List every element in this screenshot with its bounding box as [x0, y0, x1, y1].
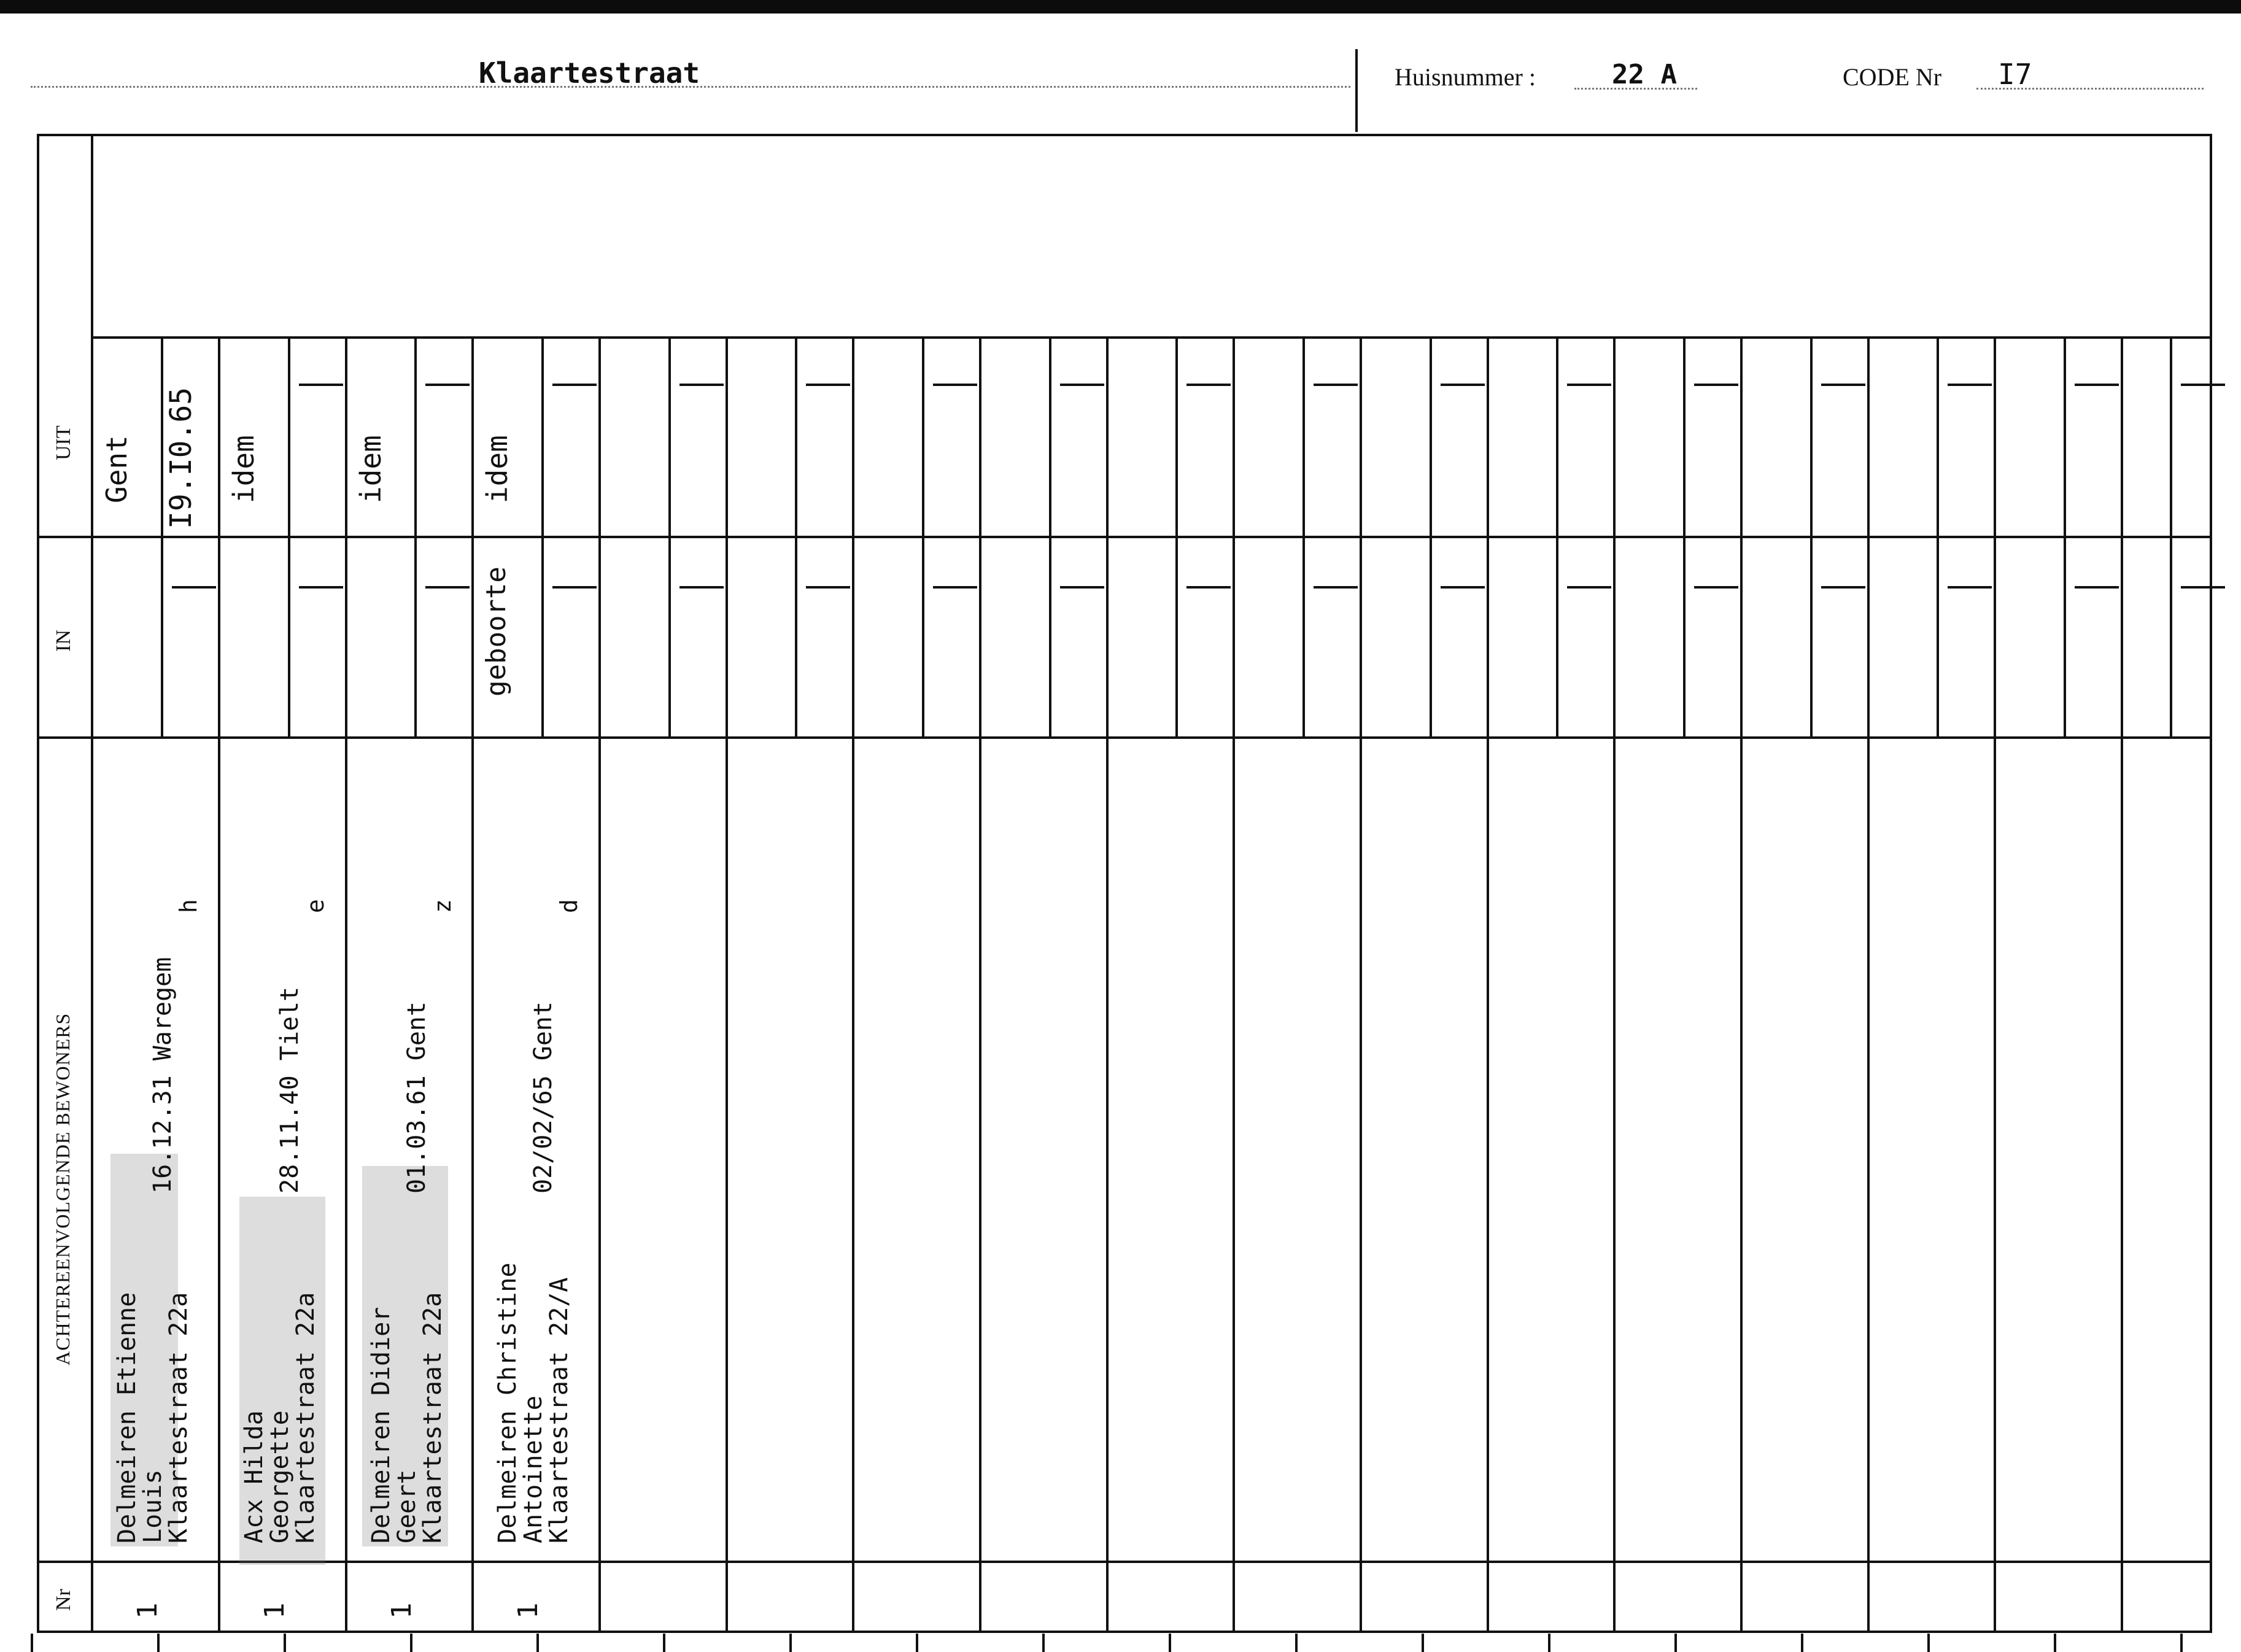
- empty-dash: [1186, 586, 1231, 589]
- column-rule: [2121, 336, 2123, 1631]
- resident-nr: 1: [259, 1602, 290, 1619]
- bottom-tick: [916, 1634, 918, 1652]
- sub-column-rule: [795, 336, 797, 736]
- empty-dash: [1821, 586, 1865, 589]
- resident-birth: 16.12.31 Waregem: [149, 957, 177, 1194]
- bottom-tick: [410, 1634, 412, 1652]
- uit-place: idem: [481, 435, 514, 503]
- column-rule: [1487, 336, 1489, 1631]
- row-rule: [37, 736, 2210, 739]
- label-uit: UIT: [52, 425, 75, 460]
- empty-dash: [1060, 384, 1104, 386]
- empty-dash: [679, 586, 724, 589]
- resident-birth: 02/02/65 Gent: [529, 1001, 557, 1194]
- resident-nr: 1: [513, 1602, 544, 1619]
- uit-place: idem: [354, 435, 387, 503]
- empty-dash: [1694, 586, 1738, 589]
- table-left-border: [37, 134, 39, 1633]
- sub-column-rule: [1430, 336, 1432, 736]
- label-bewoners: ACHTEREENVOLGENDE BEWONERS: [52, 1013, 74, 1365]
- bottom-tick: [1042, 1634, 1045, 1652]
- resident-name: Delmeiren Didier Geert Klaartestraat 22a: [367, 1292, 447, 1543]
- empty-dash: [2181, 586, 2225, 589]
- bottom-tick: [1801, 1634, 1803, 1652]
- bottom-tick: [1422, 1634, 1424, 1652]
- bottom-tick: [31, 1634, 33, 1652]
- bottom-tick: [789, 1634, 792, 1652]
- sub-column-rule: [288, 336, 290, 736]
- empty-dash: [425, 586, 470, 589]
- bottom-tick: [1295, 1634, 1298, 1652]
- code-label: CODE Nr: [1843, 63, 1942, 91]
- column-rule: [1867, 336, 1870, 1631]
- resident-name: Acx Hilda Georgette Klaartestraat 22a: [240, 1292, 320, 1543]
- bottom-tick: [1674, 1634, 1677, 1652]
- resident-code: z: [429, 899, 456, 913]
- bottom-tick: [536, 1634, 539, 1652]
- top-border: [0, 0, 2241, 14]
- bottom-tick: [1169, 1634, 1171, 1652]
- empty-dash: [1694, 384, 1738, 386]
- sub-column-rule: [1556, 336, 1558, 736]
- huisnummer-value: 22 A: [1612, 59, 1677, 90]
- column-rule: [1233, 336, 1235, 1631]
- label-in: IN: [52, 630, 75, 652]
- bottom-tick: [1927, 1634, 1930, 1652]
- empty-dash: [933, 586, 977, 589]
- table-right-border: [2210, 134, 2212, 1633]
- sub-column-rule: [1175, 336, 1178, 736]
- sub-column-rule: [161, 336, 163, 736]
- bottom-tick: [2054, 1634, 2056, 1652]
- sub-column-rule: [1049, 336, 1051, 736]
- street-name: Klaartestraat: [479, 56, 700, 90]
- sub-column-rule: [1937, 336, 1939, 736]
- bottom-tick: [663, 1634, 665, 1652]
- empty-dash: [552, 586, 597, 589]
- empty-dash: [425, 384, 470, 386]
- empty-dash: [1186, 384, 1231, 386]
- resident-birth: 28.11.40 Tielt: [276, 986, 304, 1194]
- row-rule: [37, 536, 2210, 538]
- resident-code: h: [175, 899, 202, 913]
- empty-dash: [1567, 586, 1611, 589]
- resident-name: Delmeiren Christine Antoinette Klaartestraat 22/A: [493, 1262, 573, 1543]
- sub-column-rule: [1302, 336, 1305, 736]
- resident-code: d: [555, 899, 583, 913]
- empty-dash: [679, 384, 724, 386]
- empty-dash: [552, 384, 597, 386]
- empty-dash: [806, 384, 850, 386]
- sub-column-rule: [2064, 336, 2066, 736]
- column-rule: [598, 336, 601, 1631]
- column-rule: [726, 336, 728, 1631]
- sub-column-rule: [668, 336, 671, 736]
- empty-dash: [1060, 586, 1104, 589]
- sub-column-rule: [1810, 336, 1813, 736]
- column-rule: [471, 336, 474, 1631]
- table-top-border: [37, 134, 2210, 136]
- sub-column-rule: [541, 336, 544, 736]
- bottom-tick: [157, 1634, 160, 1652]
- column-rule: [852, 336, 854, 1631]
- column-rule: [345, 336, 347, 1631]
- resident-name: Delmeiren Etienne Louis Klaartestraat 22a: [113, 1292, 193, 1543]
- label-column-divider: [91, 134, 93, 1633]
- empty-dash: [299, 586, 343, 589]
- empty-dash: [1567, 384, 1611, 386]
- bottom-tick: [1548, 1634, 1550, 1652]
- uit-place: Gent: [100, 435, 133, 503]
- bottom-tick: [2180, 1634, 2183, 1652]
- resident-code: e: [302, 899, 329, 913]
- empty-dash: [1314, 384, 1358, 386]
- table-bottom-border: [37, 1631, 2210, 1633]
- column-rule: [979, 336, 981, 1631]
- row-rule: [91, 336, 2210, 339]
- resident-birth: 01.03.61 Gent: [403, 1001, 431, 1194]
- empty-dash: [1314, 586, 1358, 589]
- bottom-tick: [284, 1634, 286, 1652]
- empty-dash: [2075, 384, 2119, 386]
- resident-nr: 1: [132, 1602, 163, 1619]
- column-rule: [1613, 336, 1616, 1631]
- column-rule: [1994, 336, 1996, 1631]
- uit-date: I9.I0.65: [164, 387, 198, 529]
- empty-dash: [806, 586, 850, 589]
- empty-dash: [1948, 384, 1992, 386]
- empty-dash: [2075, 586, 2119, 589]
- row-rule: [37, 1561, 2210, 1563]
- empty-dash: [2181, 384, 2225, 386]
- empty-dash: [933, 384, 977, 386]
- empty-dash: [299, 384, 343, 386]
- empty-dash: [1441, 384, 1485, 386]
- in-reason: geboorte: [481, 566, 512, 697]
- sub-column-rule: [414, 336, 417, 736]
- sub-column-rule: [1683, 336, 1686, 736]
- uit-place: idem: [227, 435, 260, 503]
- sub-column-rule: [922, 336, 924, 736]
- resident-nr: 1: [386, 1602, 417, 1619]
- column-rule: [1106, 336, 1109, 1631]
- empty-dash: [1948, 586, 1992, 589]
- empty-dash: [172, 586, 216, 589]
- sub-column-rule: [2170, 336, 2172, 736]
- column-rule: [1360, 336, 1362, 1631]
- huisnummer-label: Huisnummer :: [1395, 63, 1536, 91]
- header-divider: [1355, 49, 1358, 132]
- empty-dash: [1441, 586, 1485, 589]
- column-rule: [1740, 336, 1743, 1631]
- label-nr: Nr: [52, 1589, 75, 1611]
- code-value: I7: [1998, 58, 2032, 91]
- column-rule: [218, 336, 220, 1631]
- empty-dash: [1821, 384, 1865, 386]
